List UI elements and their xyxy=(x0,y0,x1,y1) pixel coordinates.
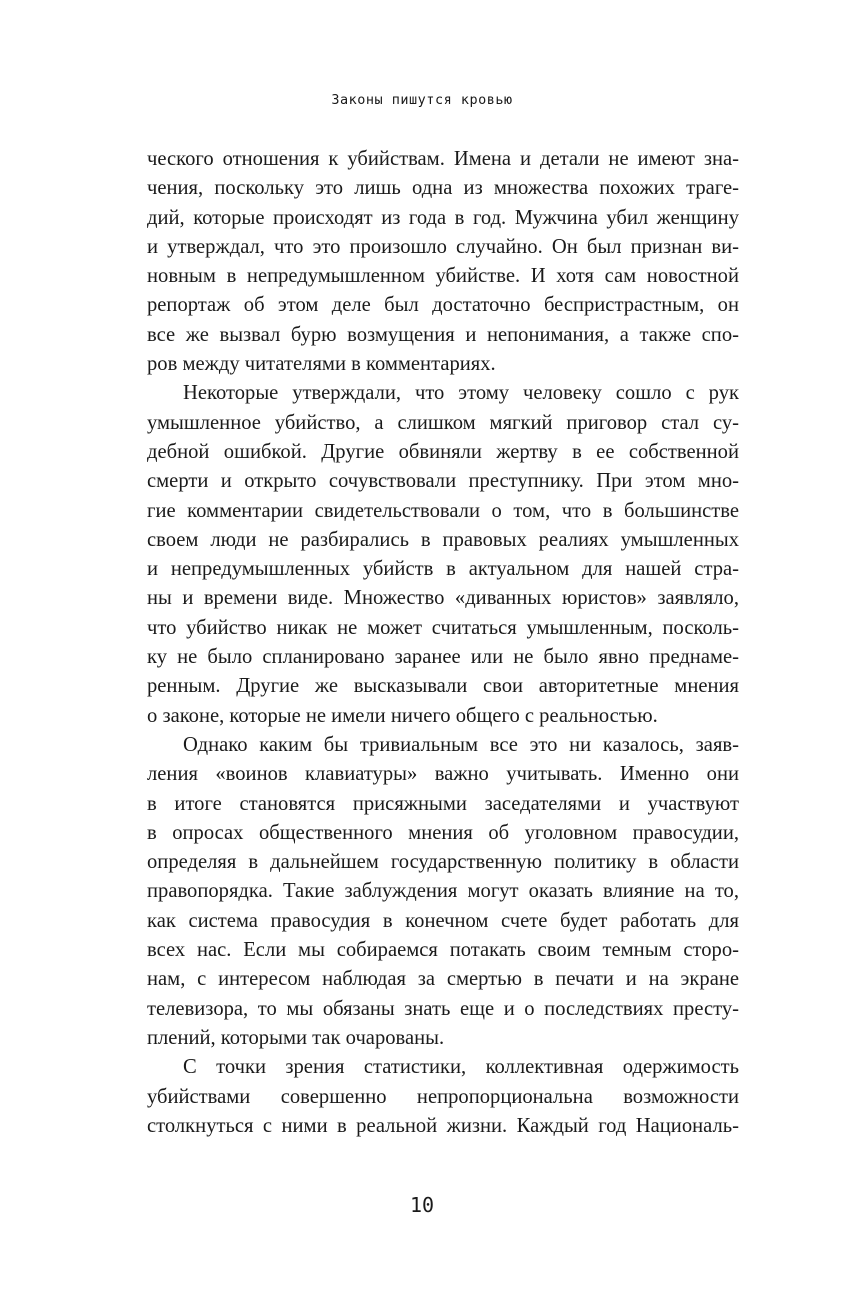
text-line: все же вызвал бурю возмущения и непонимания, а также спо- xyxy=(147,323,739,346)
text-line: телевизора, то мы обязаны знать еще и о последствиях престу- xyxy=(147,997,739,1020)
text-line: нам, с интересом наблюдая за смертью в печати и на экране xyxy=(147,968,739,991)
page-number: 10 xyxy=(409,1193,435,1217)
paragraph xyxy=(147,731,739,1053)
paragraph xyxy=(147,1053,739,1141)
text-line: своем люди не разбирались в правовых реалиях умышленных xyxy=(147,528,739,551)
text-line: что убийство никак не может считаться умышленным, посколь- xyxy=(147,616,739,639)
text-line: дебной ошибкой. Другие обвиняли жертву в ее собственной xyxy=(147,440,739,463)
text-line: ренным. Другие же высказывали свои авторитетные мнения xyxy=(147,675,739,698)
text-line: плений, которыми так очарованы. xyxy=(147,1026,445,1049)
text-line: умышленное убийство, а слишком мягкий приговор стал су- xyxy=(147,411,739,434)
text-line: определяя в дальнейшем государственную политику в области xyxy=(147,851,739,874)
text-line: чения, поскольку это лишь одна из множества похожих траге- xyxy=(147,177,739,200)
text-line: и непредумышленных убийств в актуальном для нашей стра- xyxy=(147,558,739,581)
text-line: Некоторые утверждали, что этому человеку сошло с рук xyxy=(183,382,739,405)
text-line: ны и времени виде. Множество «диванных юристов» заявляло, xyxy=(147,587,739,610)
text-line: Однако каким бы тривиальным все это ни казалось, заяв- xyxy=(183,733,739,756)
text-line: ческого отношения к убийствам. Имена и детали не имеют зна- xyxy=(147,148,739,170)
text-line: и утверждал, что это произошло случайно. Он был признан ви- xyxy=(147,235,739,258)
text-line: репортаж об этом деле был достаточно беспристрастным, он xyxy=(147,294,739,317)
paragraph xyxy=(147,145,739,379)
text-line: ров между читателями в комментариях. xyxy=(147,353,496,376)
text-line: С точки зрения статистики, коллективная одержимость xyxy=(183,1056,739,1079)
text-line: смерти и открыто сочувствовали преступнику. При этом мно- xyxy=(147,470,739,493)
text-line: в опросах общественного мнения об уголовном правосудии, xyxy=(147,821,739,844)
text-line: убийствами совершенно непропорциональна возможности xyxy=(147,1085,739,1108)
text-line: столкнуться с ними в реальной жизни. Каждый год Националь- xyxy=(147,1114,739,1137)
body-text xyxy=(147,145,739,1141)
text-line: гие комментарии свидетельствовали о том, что в большинстве xyxy=(147,499,739,522)
text-line: о законе, которые не имели ничего общего с реальностью. xyxy=(147,704,658,727)
text-line: как система правосудия в конечном счете будет работать для xyxy=(147,909,739,932)
text-line: ку не было спланировано заранее или не было явно преднаме- xyxy=(147,646,739,669)
text-line: дий, которые происходят из года в год. Мужчина убил женщину xyxy=(147,206,739,229)
paragraph xyxy=(147,379,739,731)
running-head: Законы пишутся кровью xyxy=(331,92,513,108)
text-line: новным в непредумышленном убийстве. И хотя сам новостной xyxy=(147,265,739,288)
text-line: ления «воинов клавиатуры» важно учитывать. Именно они xyxy=(147,763,739,786)
text-line: правопорядка. Такие заблуждения могут оказать влияние на то, xyxy=(147,880,739,903)
text-line: в итоге становятся присяжными заседателями и участвуют xyxy=(147,792,739,815)
text-line: всех нас. Если мы собираемся потакать своим темным сторо- xyxy=(147,939,739,962)
